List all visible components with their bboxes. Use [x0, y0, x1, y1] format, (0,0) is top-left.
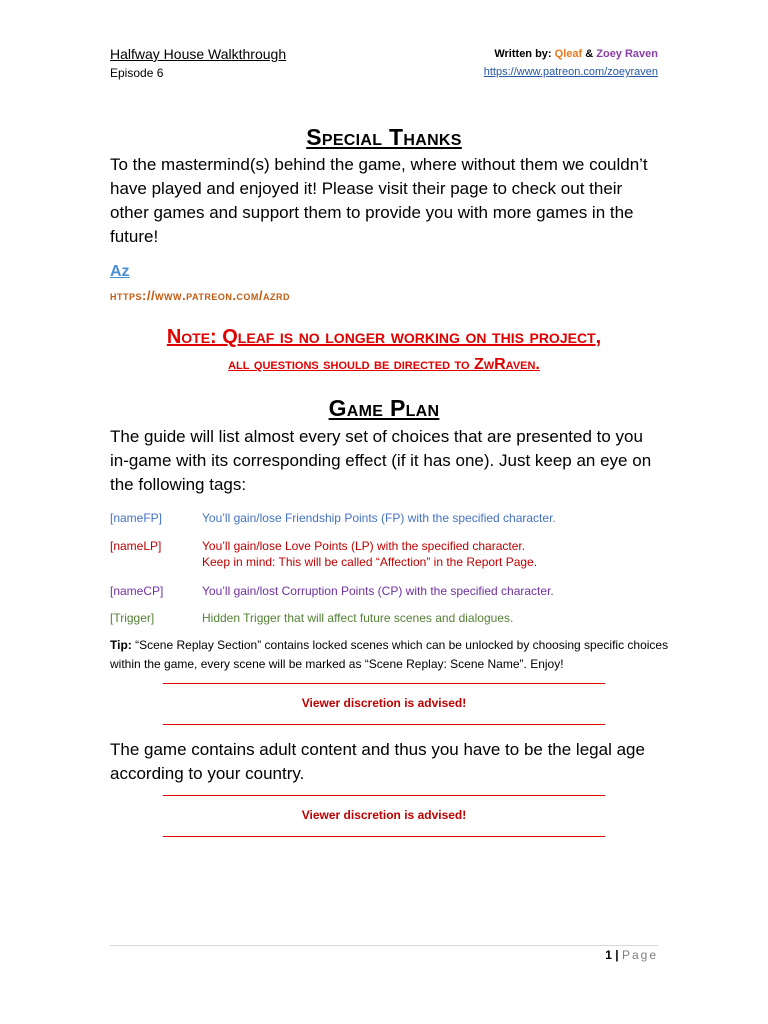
tag-description-line-2: Keep in mind: This will be called “Affection” in the Report Page. [202, 555, 538, 569]
written-by-label: Written by: [494, 48, 552, 60]
tag-description: You’ll gain/lose Friendship Points (FP) with the specified character. [202, 511, 556, 525]
tip-label: Tip: [110, 638, 132, 652]
game-plan-heading: Game Plan [328, 395, 440, 421]
author-qleaf: Qleaf [554, 48, 583, 60]
patreon-link[interactable]: https://www.patreon.com/zoeyraven [483, 66, 658, 78]
document-title: Halfway House Walkthrough [110, 46, 287, 62]
page-number: 1 [605, 948, 612, 962]
page-label: Page [621, 948, 658, 962]
tag-key: [nameFP] [110, 511, 163, 525]
warning-rule-top [163, 683, 605, 684]
page-footer [605, 948, 658, 962]
creator-name-link[interactable]: Az [110, 263, 130, 280]
game-plan-text: The guide will list almost every set of choices that are presented to you in-game with its corresponding effect (if it has one). Just keep an eye on the following tags: [110, 427, 652, 494]
tip-paragraph [110, 636, 670, 674]
tag-key: [Trigger] [110, 611, 155, 625]
warning-rule-bottom [163, 724, 605, 725]
special-thanks-heading: Special Thanks [306, 124, 462, 150]
tag-key: [nameCP] [110, 584, 164, 598]
adult-content-text: The game contains adult content and thus you have to be the legal age according to your country. [110, 740, 645, 783]
tag-description-line-1: You’ll gain/lose Love Points (LP) with the specified character. [202, 539, 526, 553]
episode-label: Episode 6 [110, 66, 164, 80]
viewer-discretion-warning: Viewer discretion is advised! [301, 808, 467, 822]
author-zoey-raven: Zoey Raven [596, 48, 658, 60]
special-thanks-text: To the mastermind(s) behind the game, where without them we couldn’t have played and enjoyed it! Please visit their page to check out their other games and support them to provide you with more games in the future! [110, 155, 648, 246]
warning-rule-bottom [163, 836, 605, 837]
tag-key: [nameLP] [110, 539, 162, 553]
tag-description: You’ll gain/lost Corruption Points (CP) with the specified character. [202, 584, 554, 598]
tag-description [202, 538, 672, 570]
note-line-1: Note: Qleaf is no longer working on this project, [166, 326, 602, 348]
tip-text: “Scene Replay Section” contains locked scenes which can be unlocked by choosing specific choices within the game, every scene will be marked as “Scene Replay: Scene Name”. Enjoy! [110, 638, 669, 671]
tag-description: Hidden Trigger that will affect future scenes and dialogues. [202, 611, 514, 625]
creator-patreon-link[interactable]: https://www.patreon.com/azrd [110, 288, 291, 303]
warning-rule-top [163, 795, 605, 796]
footer-separator: | [615, 948, 619, 962]
author-credit [494, 48, 658, 60]
author-ampersand: & [585, 48, 594, 60]
note-line-2: all questions should be directed to ZwRaven. [228, 356, 540, 373]
footer-divider [110, 945, 658, 946]
viewer-discretion-warning: Viewer discretion is advised! [301, 696, 467, 710]
